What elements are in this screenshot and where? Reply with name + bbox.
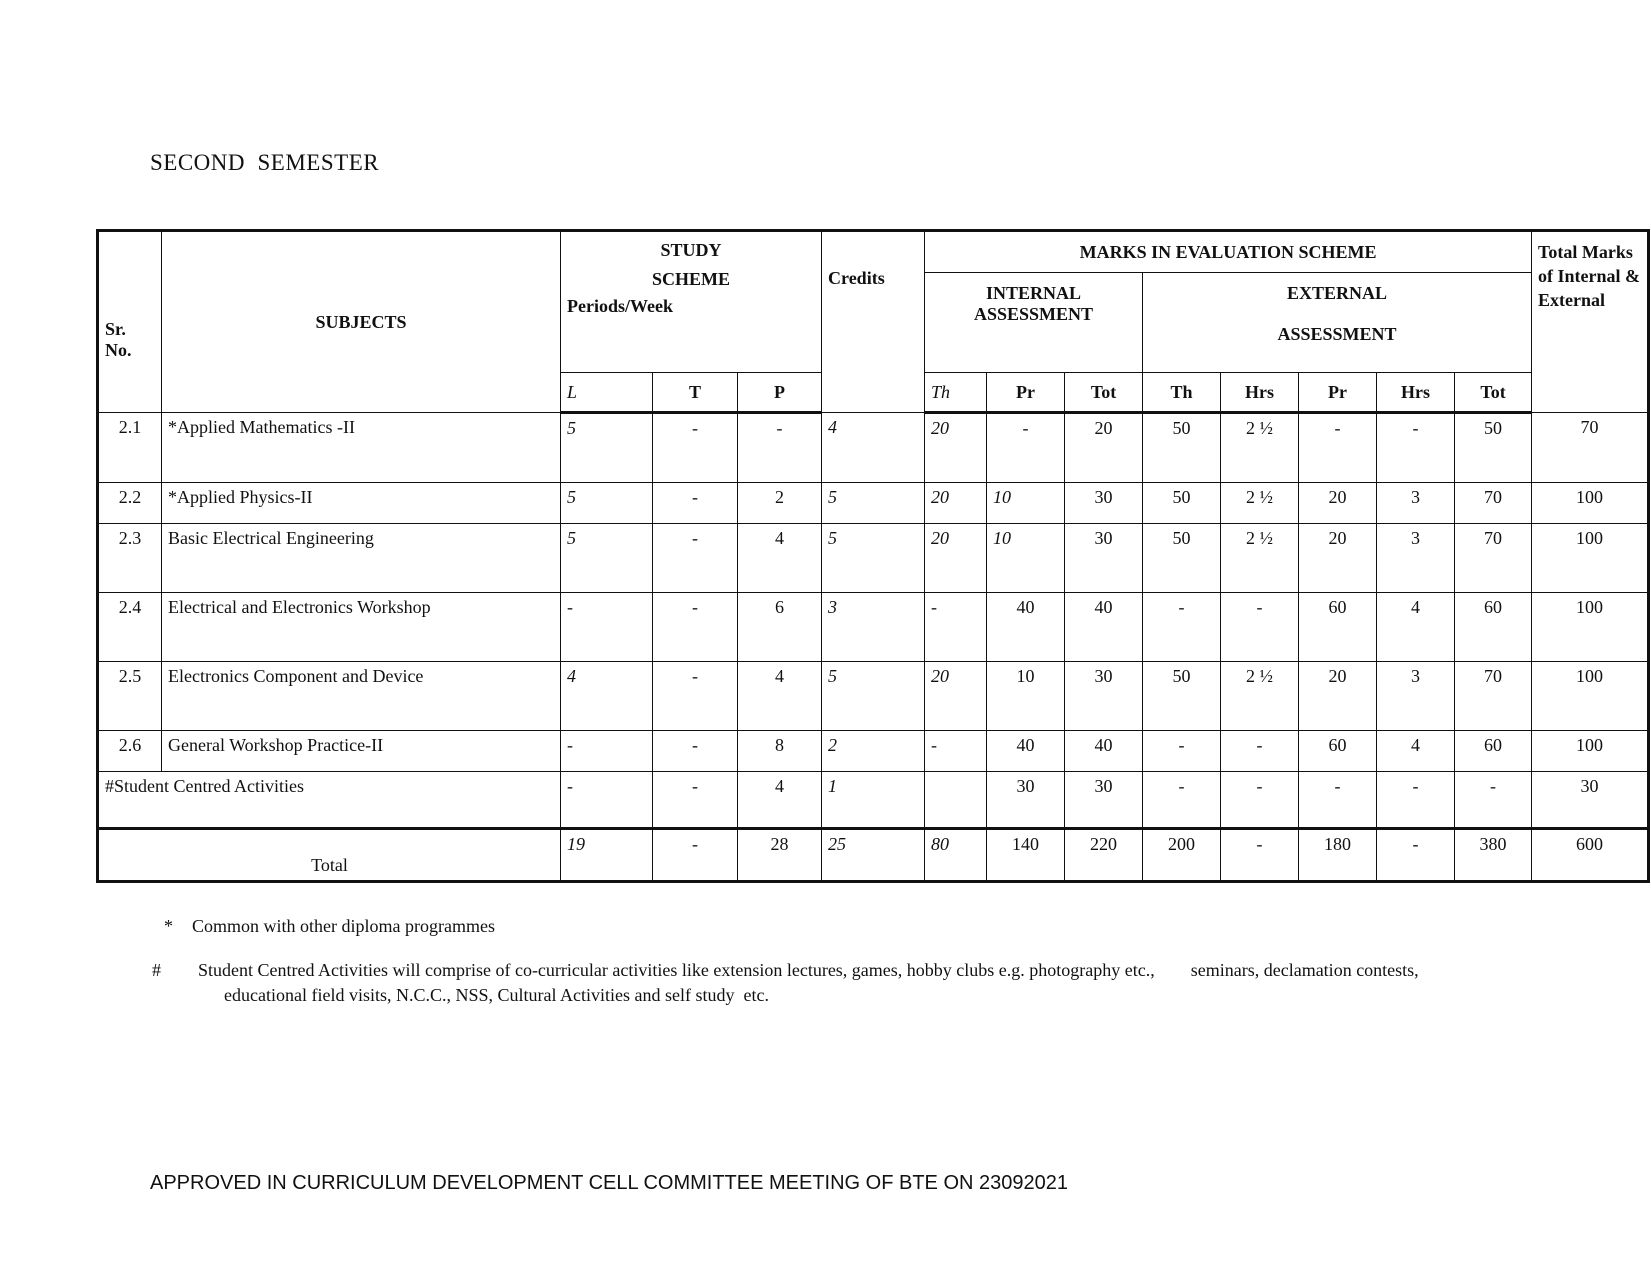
cell-ext-pr: 20 (1299, 483, 1377, 524)
cell-int-pr: 10 (987, 524, 1065, 593)
subheader-int-pr: Pr (987, 373, 1065, 413)
cell-int-pr: 30 (987, 772, 1065, 829)
cell-int-tot: 40 (1065, 593, 1143, 662)
cell-ext-pr: - (1299, 772, 1377, 829)
cell-subject: General Workshop Practice-II (162, 731, 561, 772)
cell-l: - (561, 772, 653, 829)
cell-ext-hrs1: - (1221, 772, 1299, 829)
cell-ext-hrs1: 2 ½ (1221, 524, 1299, 593)
external-line2: ASSESSMENT (1277, 324, 1397, 344)
footnote-activities-line1: Student Centred Activities will comprise of co-curricular activities like extension lectures, games, hobby clubs e.g. photography etc., seminars, declamation contests, (198, 960, 1419, 980)
cell-ext-th: - (1143, 593, 1221, 662)
cell-ext-pr: 20 (1299, 662, 1377, 731)
footnote-common-text: Common with other diploma programmes (192, 916, 495, 936)
cell-subject: Basic Electrical Engineering (162, 524, 561, 593)
cell-int-tot: 40 (1065, 731, 1143, 772)
footnote-activities-line2: educational field visits, N.C.C., NSS, Cultural Activities and self study etc. (224, 985, 769, 1005)
cell-total: 100 (1532, 731, 1649, 772)
cell-t: - (653, 772, 738, 829)
cell-ext-pr: 180 (1299, 829, 1377, 882)
header-sr-no: Sr. No. (98, 231, 162, 413)
cell-ext-hrs2: - (1377, 829, 1455, 882)
cell-ext-tot: - (1455, 772, 1532, 829)
cell-int-th: - (925, 731, 987, 772)
cell-t: - (653, 731, 738, 772)
cell-credits: 25 (822, 829, 925, 882)
internal-line2: ASSESSMENT (974, 304, 1094, 324)
approval-note: APPROVED IN CURRICULUM DEVELOPMENT CELL COMMITTEE MEETING OF BTE ON 23092021 (150, 1172, 1068, 1194)
cell-l: - (561, 593, 653, 662)
footnote-hash: # (152, 960, 161, 980)
cell-credits: 5 (822, 662, 925, 731)
cell-int-pr: 10 (987, 662, 1065, 731)
cell-sr: 2.3 (98, 524, 162, 593)
total-row (98, 829, 1649, 882)
cell-ext-tot: 70 (1455, 524, 1532, 593)
cell-ext-pr: - (1299, 413, 1377, 483)
subheader-ext-hrs2: Hrs (1377, 373, 1455, 413)
cell-int-th: 20 (925, 413, 987, 483)
cell-int-th: 20 (925, 524, 987, 593)
cell-int-th: 20 (925, 662, 987, 731)
cell-int-pr: - (987, 413, 1065, 483)
cell-sr: 2.2 (98, 483, 162, 524)
cell-ext-pr: 20 (1299, 524, 1377, 593)
cell-p: 4 (738, 772, 822, 829)
cell-p: 28 (738, 829, 822, 882)
cell-total: 30 (1532, 772, 1649, 829)
cell-ext-tot: 60 (1455, 731, 1532, 772)
cell-t: - (653, 483, 738, 524)
cell-ext-th: - (1143, 731, 1221, 772)
header-internal-assessment (925, 273, 1143, 373)
header-credits: Credits (822, 231, 925, 413)
cell-int-tot: 30 (1065, 483, 1143, 524)
subheader-ext-th: Th (1143, 373, 1221, 413)
cell-ext-hrs2: 3 (1377, 483, 1455, 524)
subheader-ext-pr: Pr (1299, 373, 1377, 413)
cell-ext-hrs2: - (1377, 413, 1455, 483)
cell-subject: Electrical and Electronics Workshop (162, 593, 561, 662)
cell-ext-tot: 70 (1455, 662, 1532, 731)
cell-ext-hrs2: 3 (1377, 524, 1455, 593)
cell-ext-tot: 60 (1455, 593, 1532, 662)
header-marks-scheme: MARKS IN EVALUATION SCHEME (925, 231, 1532, 273)
cell-ext-th: 50 (1143, 524, 1221, 593)
cell-sr: 2.1 (98, 413, 162, 483)
page-heading: SECOND SEMESTER (150, 150, 380, 175)
cell-int-tot: 30 (1065, 524, 1143, 593)
subheader-ext-tot: Tot (1455, 373, 1532, 413)
subheader-t: T (653, 373, 738, 413)
header-subjects: SUBJECTS (162, 231, 561, 413)
cell-ext-hrs1: 2 ½ (1221, 483, 1299, 524)
footnote-common (164, 916, 495, 937)
cell-credits: 3 (822, 593, 925, 662)
cell-ext-hrs1: - (1221, 731, 1299, 772)
cell-ext-th: 50 (1143, 483, 1221, 524)
cell-ext-pr: 60 (1299, 593, 1377, 662)
cell-int-tot: 20 (1065, 413, 1143, 483)
table-row (98, 593, 1649, 662)
cell-credits: 2 (822, 731, 925, 772)
table-row (98, 483, 1649, 524)
cell-total-label: Total (98, 829, 561, 882)
study-scheme-line1: STUDY (660, 240, 722, 260)
subheader-ext-hrs1: Hrs (1221, 373, 1299, 413)
cell-ext-tot: 50 (1455, 413, 1532, 483)
cell-subject: *Applied Mathematics -II (162, 413, 561, 483)
cell-ext-th: 200 (1143, 829, 1221, 882)
cell-total: 70 (1532, 413, 1649, 483)
cell-ext-hrs2: 3 (1377, 662, 1455, 731)
external-line1: EXTERNAL (1287, 283, 1388, 303)
cell-ext-hrs2: 4 (1377, 593, 1455, 662)
table-row (98, 413, 1649, 483)
cell-t: - (653, 662, 738, 731)
cell-ext-hrs2: 4 (1377, 731, 1455, 772)
footnote-asterisk: * (164, 916, 173, 936)
cell-l: 19 (561, 829, 653, 882)
cell-ext-th: 50 (1143, 413, 1221, 483)
cell-credits: 5 (822, 524, 925, 593)
cell-int-th (925, 772, 987, 829)
header-study-scheme (561, 231, 822, 373)
cell-ext-hrs1: 2 ½ (1221, 413, 1299, 483)
cell-sr: 2.5 (98, 662, 162, 731)
cell-l: 5 (561, 524, 653, 593)
header-total-marks: Total Marks of Internal & External (1532, 231, 1649, 413)
cell-int-tot: 220 (1065, 829, 1143, 882)
cell-t: - (653, 829, 738, 882)
cell-ext-hrs2: - (1377, 772, 1455, 829)
subheader-l: L (561, 373, 653, 413)
cell-credits: 4 (822, 413, 925, 483)
table-row (98, 731, 1649, 772)
cell-p: 2 (738, 483, 822, 524)
cell-l: 4 (561, 662, 653, 731)
cell-int-th: - (925, 593, 987, 662)
cell-p: 8 (738, 731, 822, 772)
cell-t: - (653, 413, 738, 483)
internal-line1: INTERNAL (986, 283, 1082, 303)
cell-ext-hrs1: - (1221, 593, 1299, 662)
cell-t: - (653, 593, 738, 662)
subheader-p: P (738, 373, 822, 413)
cell-p: 6 (738, 593, 822, 662)
cell-total: 100 (1532, 593, 1649, 662)
cell-credits: 5 (822, 483, 925, 524)
cell-l: 5 (561, 413, 653, 483)
cell-ext-tot: 380 (1455, 829, 1532, 882)
cell-total: 100 (1532, 662, 1649, 731)
cell-ext-th: 50 (1143, 662, 1221, 731)
header-external-assessment (1143, 273, 1532, 373)
subheader-int-th: Th (925, 373, 987, 413)
cell-l: - (561, 731, 653, 772)
cell-l: 5 (561, 483, 653, 524)
cell-int-tot: 30 (1065, 662, 1143, 731)
cell-total: 100 (1532, 524, 1649, 593)
cell-ext-hrs1: - (1221, 829, 1299, 882)
cell-sr: 2.6 (98, 731, 162, 772)
table-row (98, 662, 1649, 731)
cell-ext-pr: 60 (1299, 731, 1377, 772)
cell-int-pr: 40 (987, 593, 1065, 662)
cell-sr: 2.4 (98, 593, 162, 662)
cell-subject: *Applied Physics-II (162, 483, 561, 524)
cell-int-th: 80 (925, 829, 987, 882)
table-row (98, 524, 1649, 593)
periods-per-week: Periods/Week (567, 296, 673, 316)
evaluation-scheme-table (96, 229, 1650, 883)
cell-int-pr: 40 (987, 731, 1065, 772)
cell-subject: Electronics Component and Device (162, 662, 561, 731)
cell-p: 4 (738, 524, 822, 593)
study-scheme-line2: SCHEME (652, 269, 731, 289)
cell-t: - (653, 524, 738, 593)
cell-int-pr: 140 (987, 829, 1065, 882)
activities-row (98, 772, 1649, 829)
cell-ext-tot: 70 (1455, 483, 1532, 524)
cell-activities-label: #Student Centred Activities (98, 772, 561, 829)
cell-int-th: 20 (925, 483, 987, 524)
cell-grand-total: 600 (1532, 829, 1649, 882)
cell-ext-hrs1: 2 ½ (1221, 662, 1299, 731)
cell-total: 100 (1532, 483, 1649, 524)
cell-int-pr: 10 (987, 483, 1065, 524)
cell-ext-th: - (1143, 772, 1221, 829)
cell-p: 4 (738, 662, 822, 731)
cell-credits: 1 (822, 772, 925, 829)
cell-p: - (738, 413, 822, 483)
subheader-int-tot: Tot (1065, 373, 1143, 413)
cell-int-tot: 30 (1065, 772, 1143, 829)
